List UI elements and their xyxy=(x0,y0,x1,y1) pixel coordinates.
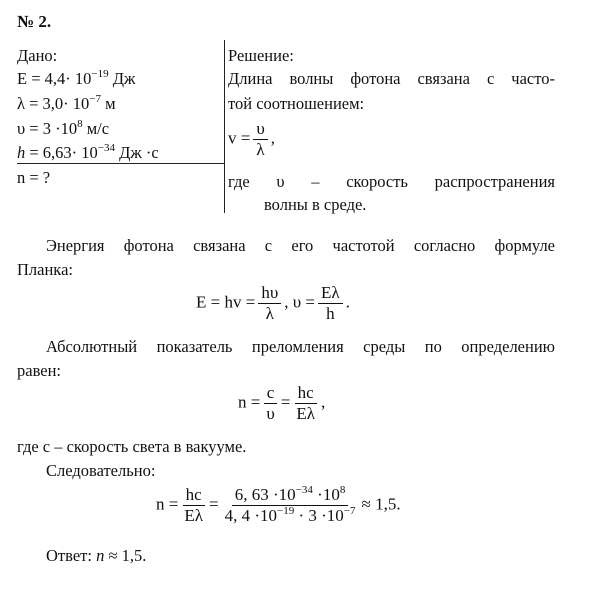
solution-text-line-2: той соотношением: xyxy=(228,94,365,113)
given-label: Дано: xyxy=(17,46,58,65)
vertical-divider xyxy=(224,40,225,213)
given-wavelength: $\lambda = 3,0\cdot 10^{-7}$ м xyxy=(17,93,116,113)
solution-label: Решение: xyxy=(228,46,294,65)
solution-text-line-1: Длина волны фотона связана с часто- xyxy=(228,69,555,88)
paragraph-refraction-line-1: Абсолютный показатель преломления среды по определению xyxy=(46,337,555,356)
paragraph-refraction-line-2: равен: xyxy=(17,361,62,380)
equation-result: n = $\frac{hc}{E\lambda}$ = $\frac{6, 63 \cdot 10^{-34} \cdot 10^8}{4, 4 \cdot 10^{-19} \cdot 3 \cdot 10^{-7}}$ ≈ 1,5. xyxy=(156,484,401,525)
where-light-speed: где c – скорость света в вакууме. xyxy=(17,437,247,456)
where-speed-line-1: где υ – скорость распространения xyxy=(228,172,555,191)
answer: Ответ: n ≈ 1,5. xyxy=(46,546,147,565)
horizontal-divider xyxy=(17,163,224,164)
given-energy: $E = 4,4\cdot 10^{-19}$ Дж xyxy=(17,68,136,88)
equation-frequency: v = $\frac{\upsilon}{\lambda}$ , xyxy=(228,119,276,159)
paragraph-planck-line-2: Планка: xyxy=(17,260,73,279)
problem-number: № 2. xyxy=(17,12,52,31)
given-speed: $\upsilon = 3 \cdot 10^8$ м/с xyxy=(17,118,110,138)
where-speed-line-2: волны в среде. xyxy=(264,195,367,214)
consequently-label: Следовательно: xyxy=(46,461,156,480)
given-planck: $h = 6,63\cdot 10^{-34}$ Дж ·с xyxy=(17,142,159,162)
equation-planck: E = hv = $\frac{h\upsilon}{\lambda}$ , υ = $\frac{E\lambda}{h}$ . xyxy=(196,283,350,323)
find-value: n = ? xyxy=(17,168,51,187)
equation-refraction: n = $\frac{c}{\upsilon}$ = $\frac{hc}{E\lambda}$ , xyxy=(238,383,326,423)
paragraph-planck-line-1: Энергия фотона связана с его частотой согласно формуле xyxy=(46,236,555,255)
